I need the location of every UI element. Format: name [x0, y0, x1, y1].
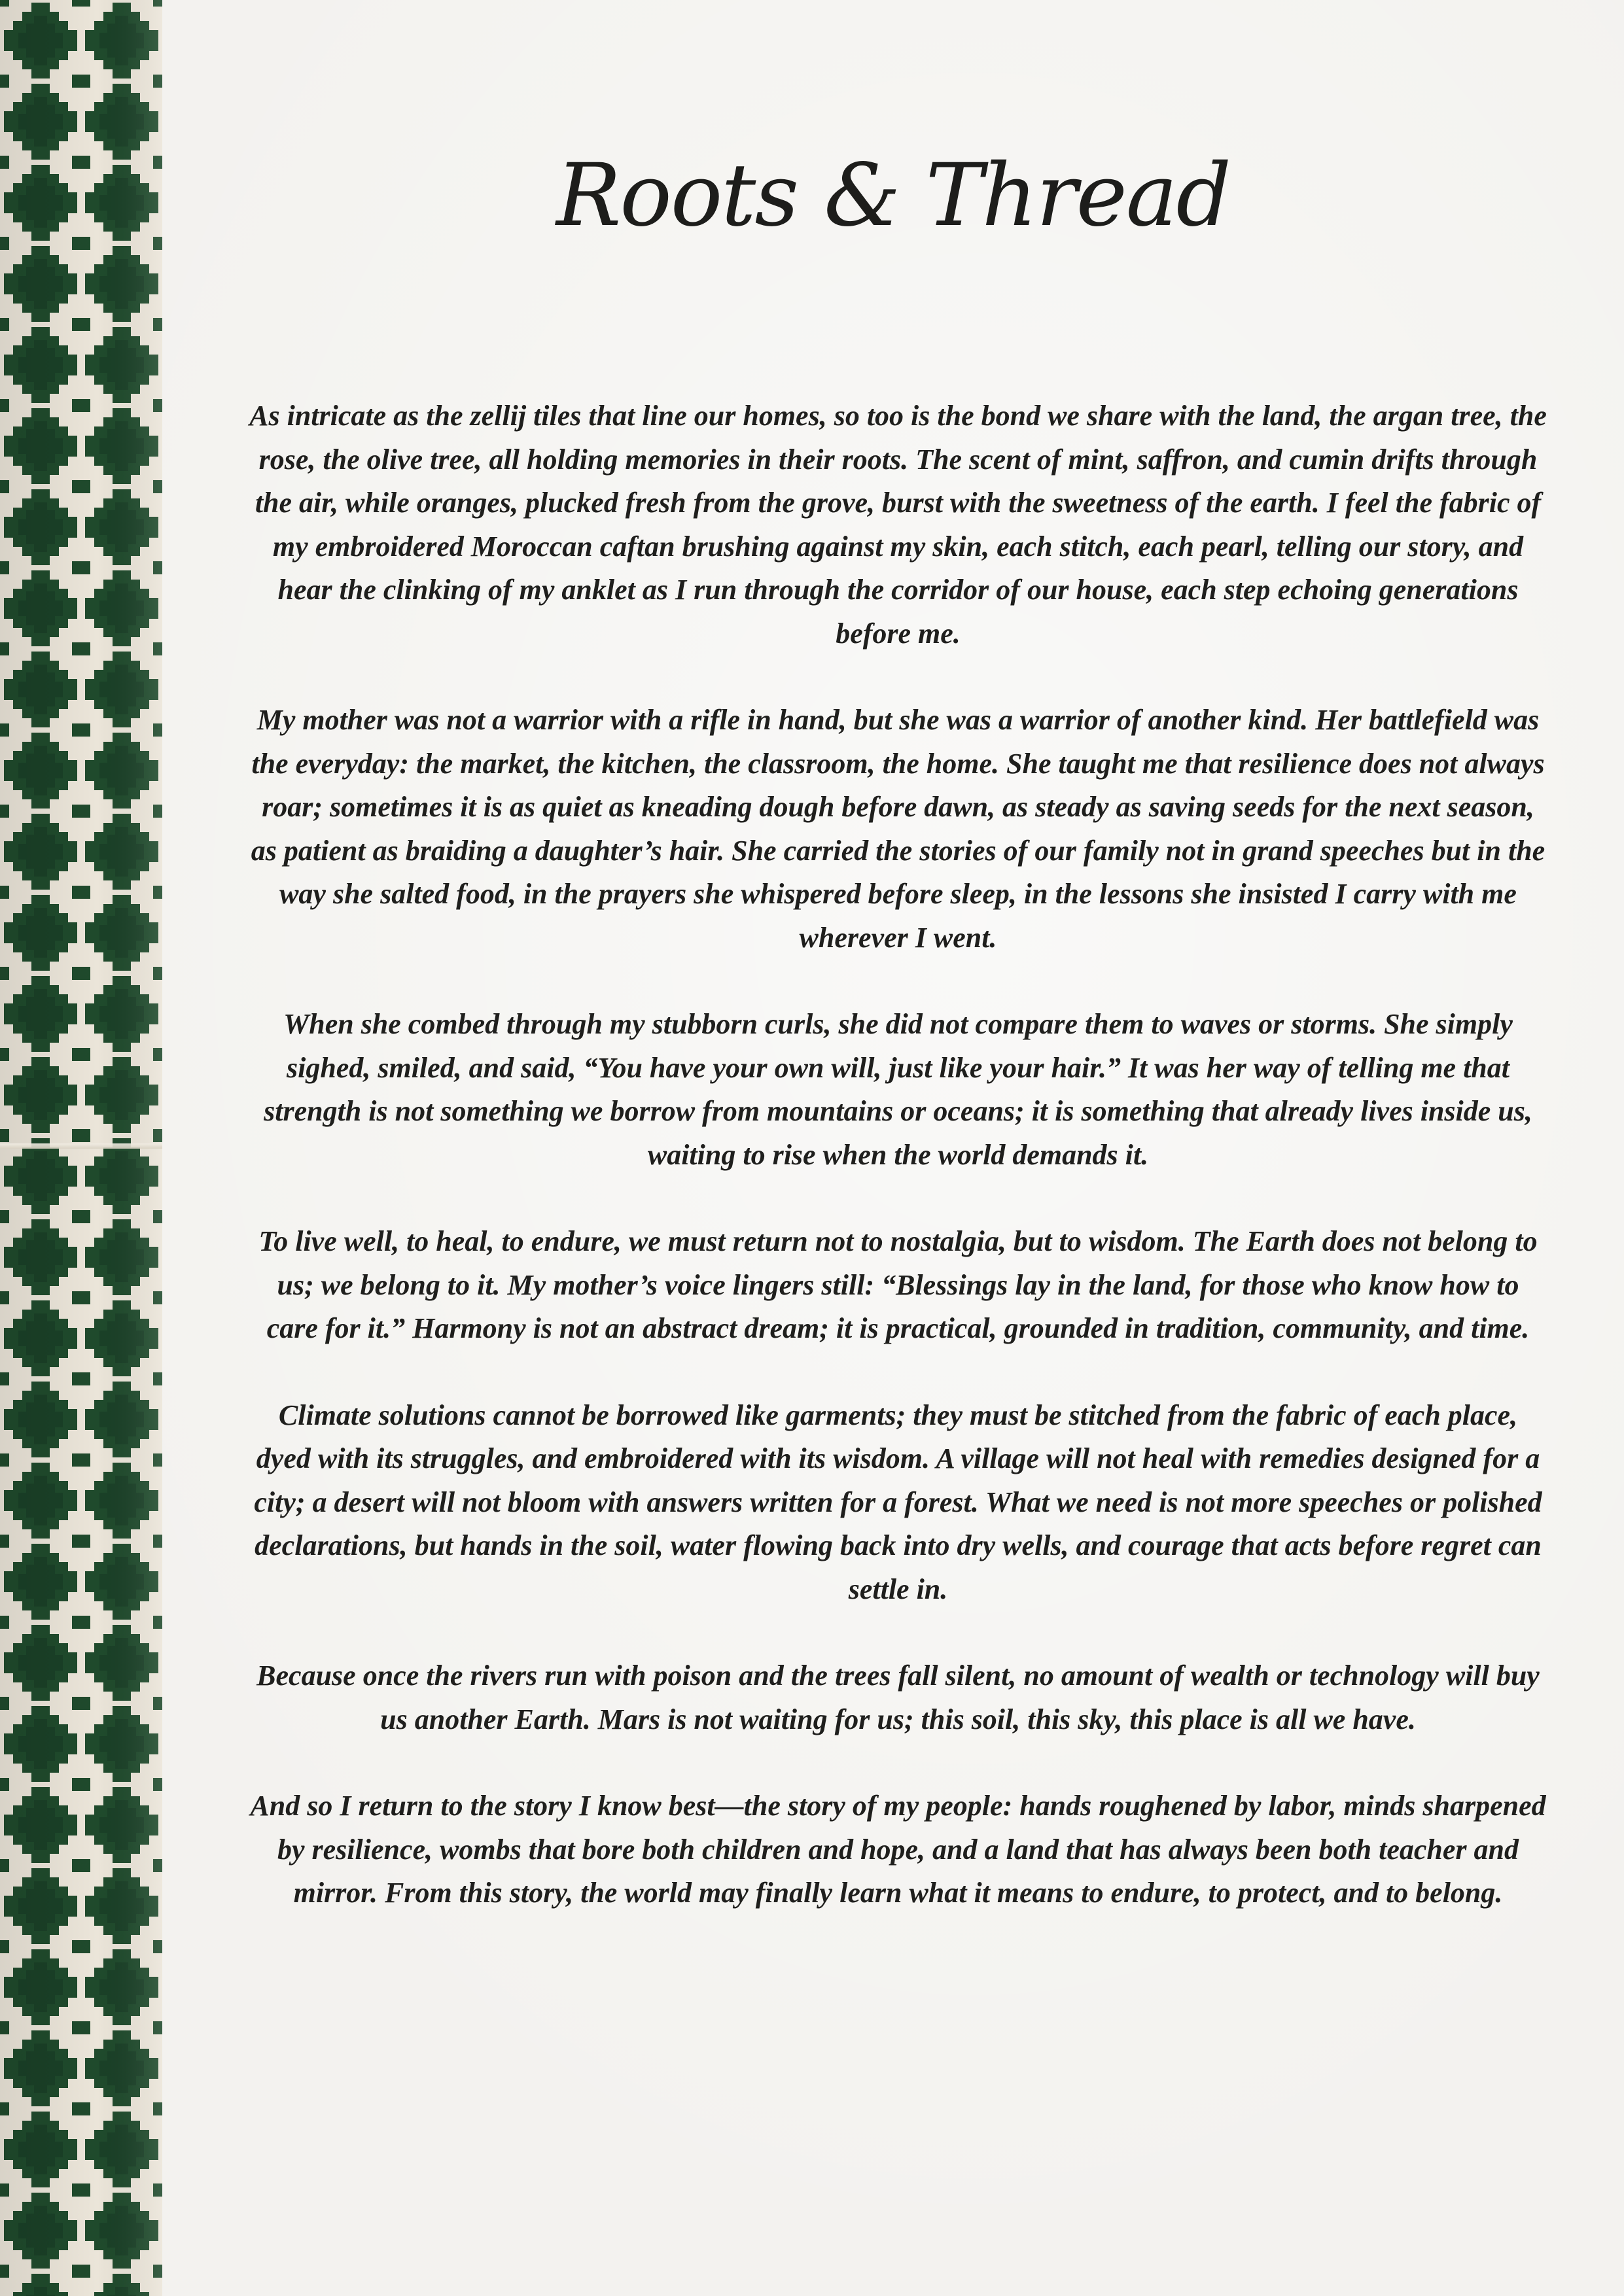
paragraph-4: To live well, to heal, to endure, we must return not to nostalgia, but to wisdom. The Earth does not belong to us; we belong to it. My mother’s voice lingers still: “Blessings lay in the land, for those who know how to care for it.” Harmony is not an abstract dream; it is practical, grounded in tradition, community, and time.: [258, 1225, 1538, 1344]
paragraph-7: And so I return to the story I know best—the story of my people: hands roughened by labor, minds sharpened by resilience, wombs that bore both children and hope, and a land that has always been both teacher and mirror. From this story, the world may finally learn what it means to endure, to protect, and to belong.: [250, 1790, 1546, 1909]
paragraph-1: As intricate as the zellij tiles that line our homes, so too is the bond we share with the land, the argan tree, the rose, the olive tree, all holding memories in their roots. The scent of mint, saffron, and cumin drifts through the air, while oranges, plucked fresh from the grove, burst with the sweetness of the earth. I feel the fabric of my embroidered Moroccan caftan brushing against my skin, each stitch, each pearl, telling our story, and hear the clinking of my anklet as I run through the corridor of our house, each step echoing generations before me.: [249, 400, 1547, 650]
tile-seam: [0, 1143, 162, 1149]
paragraph-2: My mother was not a warrior with a rifle in hand, but she was a warrior of another kind. Her battlefield was the everyday: the market, the kitchen, the classroom, the home. She taught me that resilience does not always roar; sometimes it is as quiet as kneading dough before dawn, as steady as saving seeds for the next season, as patient as braiding a daughter’s hair. She carried the stories of our family not in grand speeches but in the way she salted food, in the prayers she whispered before sleep, in the lessons she insisted I carry with me wherever I went.: [251, 704, 1545, 954]
paragraph-3: When she combed through my stubborn curls, she did not compare them to waves or storms. She simply sighed, smiled, and said, “You have your own will, just like your hair.” It was her way of telling me that strength is not something we borrow from mountains or oceans; it is something that already lives inside us, waiting to rise when the world demands it.: [264, 1008, 1532, 1171]
paragraph-5: Climate solutions cannot be borrowed like garments; they must be stitched from the fabric of each place, dyed with its struggles, and embroidered with its wisdom. A village will not heal with remedies designed for a city; a desert will not bloom with answers written for a forest. What we need is not more speeches or polished declarations, but hands in the soil, water flowing back into dry wells, and courage that acts before regret can settle in.: [254, 1399, 1542, 1605]
page-title: Roots & Thread: [556, 145, 1230, 246]
paragraph-6: Because once the rivers run with poison and the trees fall silent, no amount of wealth or technology will buy us another Earth. Mars is not waiting for us; this soil, this sky, this place is all we have.: [256, 1660, 1540, 1735]
essay-body: [249, 394, 1547, 1958]
zellij-tile-border: [0, 0, 162, 2296]
